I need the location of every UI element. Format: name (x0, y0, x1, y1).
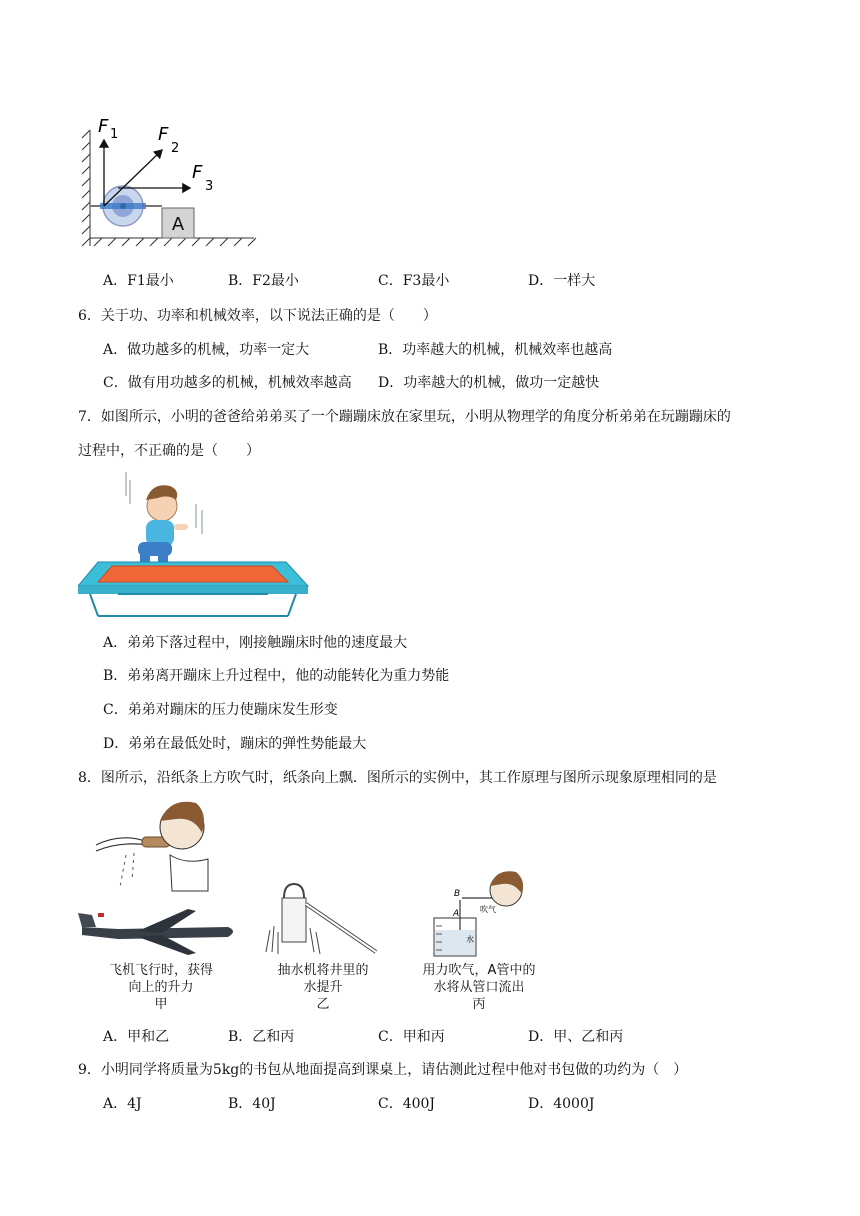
svg-text:F: F (158, 124, 169, 145)
wall-hatch (82, 130, 90, 246)
pulley-force-figure (78, 110, 268, 255)
airplane-figure (78, 905, 240, 957)
q7-stem-line1: 7．如图所示，小明的爸爸给弟弟买了一个蹦蹦床放在家里玩，小明从物理学的角度分析弟弟在玩蹦蹦床的 (78, 409, 731, 425)
caption-yi: 抽水机将井里的 水提升 乙 (277, 963, 369, 1012)
q5-option-d: D．一样大 (528, 273, 596, 289)
svg-text:A: A (171, 214, 185, 235)
q8-option-b: B．乙和丙 (228, 1029, 295, 1045)
trampoline-figure (78, 468, 310, 620)
q8-option-c: C．甲和丙 (378, 1029, 445, 1045)
q6-option-a: A．做功越多的机械，功率一定大 (103, 342, 310, 358)
svg-text:F: F (98, 116, 109, 137)
svg-text:A: A (453, 909, 460, 919)
q5-option-b: B．F2最小 (228, 273, 299, 289)
q9-option-b: B．40J (228, 1096, 276, 1112)
caption-bing: 用力吹气，A管中的 水将从管口流出 丙 (422, 963, 536, 1012)
q7-option-d: D．弟弟在最低处时，蹦床的弹性势能最大 (103, 736, 367, 752)
q6-stem: 6．关于功、功率和机械效率，以下说法正确的是（ ） (78, 308, 437, 324)
q5-option-a: A．F1最小 (103, 273, 174, 289)
ground-hatch (90, 238, 256, 246)
q6-option-d: D．功率越大的机械，做功一定越快 (378, 375, 600, 391)
q8-option-d: D．甲、乙和丙 (528, 1029, 624, 1045)
svg-text:F: F (192, 162, 203, 183)
svg-text:水: 水 (466, 935, 474, 944)
q8-stem: 8．图所示，沿纸条上方吹气时，纸条向上飘．图所示的实例中，其工作原理与图所示现象原理相同的是 (78, 770, 717, 786)
caption-jia: 飞机飞行时，获得 向上的升力 甲 (108, 963, 213, 1012)
svg-text:吹气: 吹气 (480, 905, 496, 914)
q5-option-c: C．F3最小 (378, 273, 450, 289)
q7-stem-line2: 过程中，不正确的是（ ） (78, 443, 260, 459)
q7-option-c: C．弟弟对蹦床的压力使蹦床发生形变 (103, 702, 338, 718)
q7-option-a: A．弟弟下落过程中，刚接触蹦床时他的速度最大 (103, 635, 408, 651)
q9-option-a: A．4J (103, 1096, 142, 1112)
q9-option-c: C．400J (378, 1096, 436, 1112)
q6-option-c: C．做有用功越多的机械，机械效率越高 (103, 375, 352, 391)
boy-figure (138, 485, 188, 564)
q7-option-b: B．弟弟离开蹦床上升过程中，他的动能转化为重力势能 (103, 668, 450, 684)
q6-option-b: B．功率越大的机械，机械效率也越高 (378, 342, 613, 358)
svg-text:1: 1 (110, 127, 119, 142)
blow-tube-figure (420, 868, 530, 960)
svg-text:B: B (454, 889, 461, 899)
water-pump-figure (262, 880, 382, 958)
q9-option-d: D．4000J (528, 1096, 595, 1112)
blowing-paper-figure (90, 795, 220, 895)
q8-option-a: A．甲和乙 (103, 1029, 170, 1045)
svg-text:2: 2 (171, 141, 180, 156)
q9-stem: 9．小明同学将质量为5kg的书包从地面提高到课桌上，请估测此过程中他对书包做的功约为（ ） (78, 1062, 688, 1078)
svg-text:3: 3 (205, 179, 214, 194)
trampoline-mat (98, 566, 288, 582)
